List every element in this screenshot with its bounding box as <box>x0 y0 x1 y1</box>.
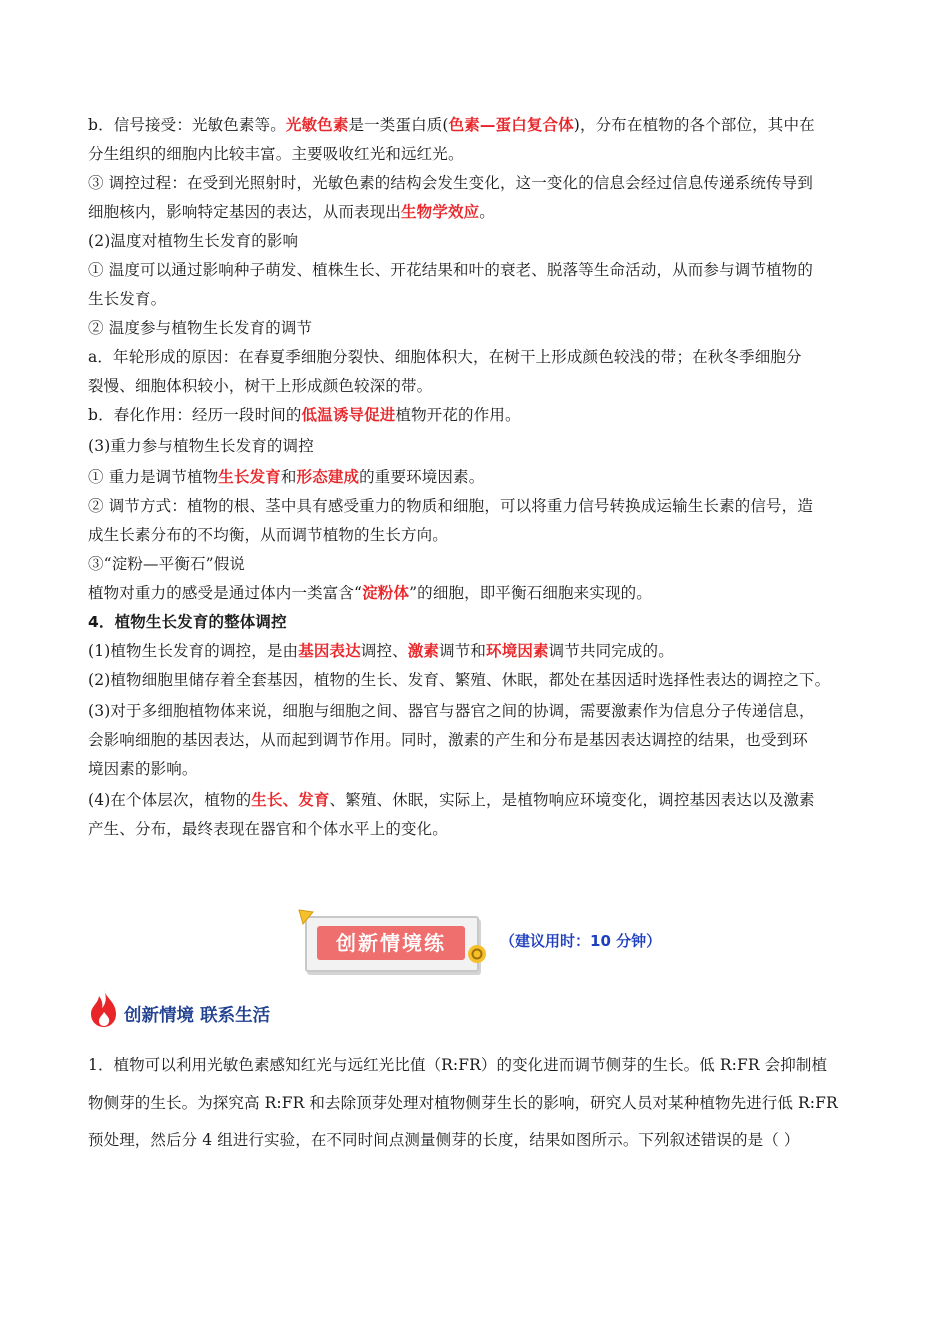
highlight-term: 生物学效应 <box>401 203 480 221</box>
text-line <box>88 227 878 256</box>
text-line <box>88 432 878 461</box>
highlight-term: 色素—蛋白复合体 <box>448 116 574 134</box>
text-line <box>88 256 878 285</box>
banner-fill <box>317 926 465 960</box>
text-segment: 植物开花的作用。 <box>395 406 521 424</box>
text-line <box>88 169 878 198</box>
text-line <box>88 401 878 430</box>
flame-icon <box>88 988 120 1028</box>
text-segment: 调控、 <box>360 642 408 660</box>
text-segment: 和 <box>280 468 297 486</box>
text-line <box>88 755 878 784</box>
recommended-time: （建议用时：10 分钟） <box>500 932 662 950</box>
text-segment: 、繁殖、休眠，实际上，是植物响应环境变化，调控基因表达以及激素 <box>329 791 815 809</box>
banner-title: 创新情境练 <box>336 931 446 955</box>
text-line <box>88 637 878 666</box>
text-segment: 植物对重力的感受是通过体内一类富含“ <box>88 584 363 602</box>
text-segment: (2)植物细胞里储存着全套基因，植物的生长、发育、繁殖、休眠，都处在基因适时选择性表达的调控之下。 <box>88 671 831 689</box>
text-segment: ① 重力是调节植物 <box>88 468 219 486</box>
text-segment: 。 <box>479 203 495 221</box>
question-line: 预处理，然后分 4 组进行实验，在不同时间点测量侧芽的长度，结果如图所示。下列叙述错误的是（ ） <box>88 1131 800 1149</box>
text-segment: ② 温度参与植物生长发育的调节 <box>88 319 313 337</box>
highlight-term: 环境因素 <box>486 642 549 660</box>
highlight-term: 基因表达 <box>298 642 361 660</box>
question-line: 物侧芽的生长。为探究高 R:FR 和去除顶芽处理对植物侧芽生长的影响，研究人员对某种植物先进行低 R:FR <box>88 1094 838 1112</box>
text-segment: 调节共同完成的。 <box>548 642 674 660</box>
text-line <box>88 372 878 401</box>
text-line <box>88 550 878 579</box>
text-line <box>88 579 878 608</box>
text-segment: b．信号接受：光敏色素等。 <box>88 116 286 134</box>
text-segment: ③ 调控过程：在受到光照射时，光敏色素的结构会发生变化，这一变化的信息会经过信息传递系统传导到 <box>88 174 813 192</box>
highlight-term: 光敏色素 <box>285 116 349 134</box>
text-line <box>88 666 878 695</box>
text-line <box>88 343 878 372</box>
highlight-term: 淀粉体 <box>362 584 410 602</box>
text-segment: (3)重力参与植物生长发育的调控 <box>88 437 314 455</box>
text-line <box>88 786 878 815</box>
text-segment: 境因素的影响。 <box>88 760 198 778</box>
text-line <box>88 492 878 521</box>
text-segment: (4)在个体层次，植物的 <box>88 791 252 809</box>
highlight-term: 低温诱导促进 <box>301 406 396 424</box>
question-line: 1．植物可以利用光敏色素感知红光与远红光比值（R:FR）的变化进而调节侧芽的生长。低 R:FR 会抑制植 <box>88 1056 828 1074</box>
text-segment: 的重要环境因素。 <box>359 468 485 486</box>
highlight-term: 生长、发育 <box>251 791 330 809</box>
text-line <box>88 285 878 314</box>
text-segment: 调节和 <box>439 642 487 660</box>
pin-icon <box>297 908 315 926</box>
text-line <box>88 314 878 343</box>
text-segment: ③“淀粉—平衡石”假说 <box>88 555 245 573</box>
text-line <box>88 815 878 844</box>
text-segment: 成生长素分布的不均衡，从而调节植物的生长方向。 <box>88 526 448 544</box>
text-segment: b．春化作用：经历一段时间的 <box>88 406 302 424</box>
text-line <box>88 726 878 755</box>
text-segment: )，分布在植物的各个部位，其中在 <box>573 116 815 134</box>
bold-heading: 4．植物生长发育的整体调控 <box>88 613 287 631</box>
paperclip-icon <box>465 942 489 966</box>
section-banner <box>297 908 497 978</box>
text-line <box>88 521 878 550</box>
section-title: 创新情境 联系生活 <box>124 1006 271 1026</box>
text-segment: 产生、分布，最终表现在器官和个体水平上的变化。 <box>88 820 448 838</box>
highlight-term: 生长发育 <box>218 468 281 486</box>
text-line <box>88 697 878 726</box>
text-segment: (1)植物生长发育的调控，是由 <box>88 642 299 660</box>
text-segment: 会影响细胞的基因表达，从而起到调节作用。同时，激素的产生和分布是基因表达调控的结果，也受到环 <box>88 731 808 749</box>
banner-frame <box>305 916 479 972</box>
text-segment: 生长发育。 <box>88 290 167 308</box>
text-line <box>88 111 878 140</box>
text-line <box>88 198 878 227</box>
text-segment: (2)温度对植物生长发育的影响 <box>88 232 299 250</box>
text-segment: a．年轮形成的原因：在春夏季细胞分裂快、细胞体积大，在树干上形成颜色较浅的带；在秋冬季细胞分 <box>88 348 802 366</box>
highlight-term: 形态建成 <box>296 468 360 486</box>
text-segment: 分生组织的细胞内比较丰富。主要吸收红光和远红光。 <box>88 145 464 163</box>
text-segment: 细胞核内，影响特定基因的表达，从而表现出 <box>88 203 402 221</box>
text-line <box>88 463 878 492</box>
text-line <box>88 140 878 169</box>
text-segment: ”的细胞，即平衡石细胞来实现的。 <box>409 584 652 602</box>
text-segment: 裂慢、细胞体积较小，树干上形成颜色较深的带。 <box>88 377 433 395</box>
text-line <box>88 608 878 637</box>
text-segment: ① 温度可以通过影响种子萌发、植株生长、开花结果和叶的衰老、脱落等生命活动，从而参与调节植物的 <box>88 261 813 279</box>
text-segment: (3)对于多细胞植物体来说，细胞与细胞之间、器官与器官之间的协调，需要激素作为信息分子传递信息， <box>88 702 815 720</box>
highlight-term: 激素 <box>407 642 440 660</box>
text-segment: ② 调节方式：植物的根、茎中具有感受重力的物质和细胞，可以将重力信号转换成运输生长素的信号，造 <box>88 497 813 515</box>
text-segment: 是一类蛋白质( <box>348 116 449 134</box>
